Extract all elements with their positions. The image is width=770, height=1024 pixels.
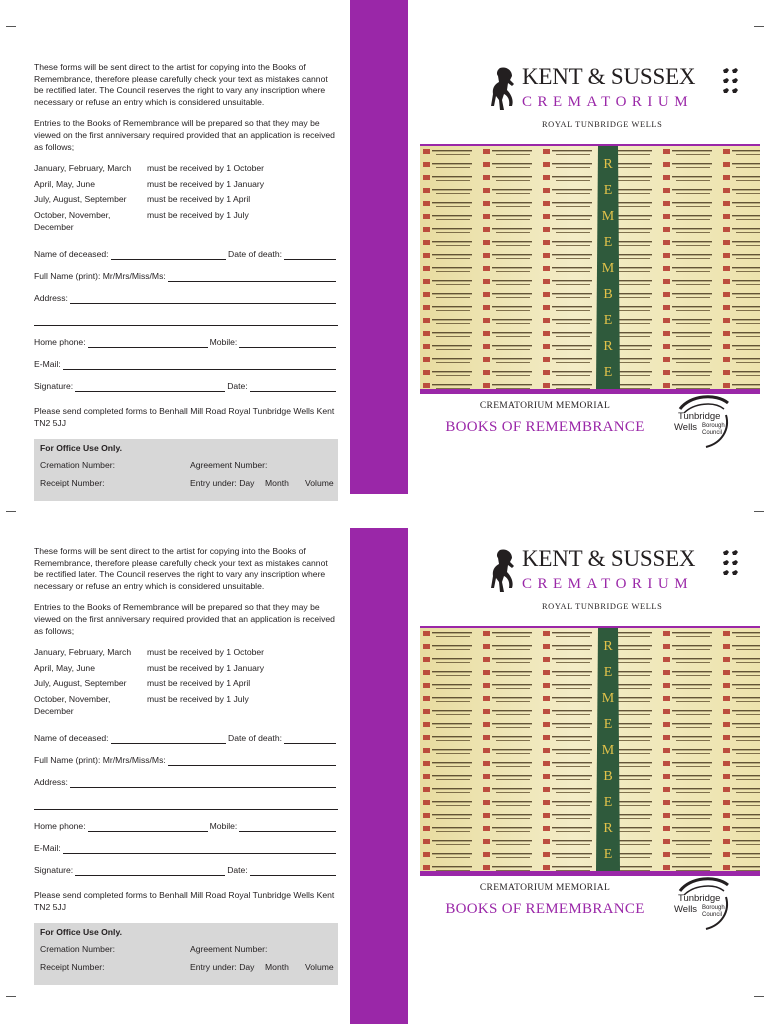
council-name-line2: Wells bbox=[674, 904, 698, 915]
crop-mark bbox=[6, 511, 16, 512]
signature-row bbox=[34, 381, 338, 392]
full-name-row bbox=[34, 755, 338, 766]
sussex-martlets-icon bbox=[722, 66, 740, 100]
name-row bbox=[34, 733, 338, 744]
address-field[interactable] bbox=[70, 296, 336, 304]
brochure-cover bbox=[420, 540, 760, 960]
schedule-deadline: must be received by 1 July bbox=[147, 209, 249, 220]
svg-text:B: B bbox=[603, 287, 613, 302]
svg-text:R: R bbox=[603, 639, 613, 654]
svg-text:E: E bbox=[603, 313, 613, 328]
name-field[interactable] bbox=[111, 736, 226, 744]
date-of-death-field[interactable] bbox=[284, 252, 336, 260]
name-label: Name of deceased: bbox=[34, 732, 109, 743]
schedule-months: January, February, March bbox=[34, 647, 132, 658]
date-of-death-label: Date of death: bbox=[228, 732, 282, 743]
intro-text: These forms will be sent direct to the artist for copying into the Books of Remembrance, therefore please carefully check your text as mistakes cannot be rectified later. The Council reserves the right to vary any inscription where necessary or refuse an entry which is considered unsuitable. bbox=[34, 62, 328, 107]
crop-mark bbox=[754, 996, 764, 997]
memorial-title-block bbox=[420, 389, 760, 453]
volume-label: Volume bbox=[305, 477, 334, 488]
email-label: E-Mail: bbox=[34, 842, 61, 853]
full-name-label: Full Name (print): Mr/Mrs/Miss/Ms: bbox=[34, 270, 166, 281]
full-name-field[interactable] bbox=[168, 274, 336, 282]
crematorium-word: CREMATORIUM bbox=[522, 94, 694, 110]
schedule-deadline: must be received by 1 October bbox=[147, 163, 265, 174]
schedule-deadline: must be received by 1 April bbox=[147, 194, 251, 205]
white-horse-icon bbox=[490, 548, 518, 594]
svg-text:E: E bbox=[603, 665, 613, 680]
book-of-remembrance-photo bbox=[420, 146, 760, 389]
svg-text:E: E bbox=[603, 235, 613, 250]
council-name-line1: Tunbridge bbox=[678, 893, 721, 904]
mobile-field[interactable] bbox=[239, 824, 336, 832]
date-field[interactable] bbox=[250, 868, 336, 876]
purple-band bbox=[350, 0, 408, 494]
signature-label: Signature: bbox=[34, 864, 74, 875]
crematorium-logo bbox=[490, 546, 738, 618]
home-phone-field[interactable] bbox=[88, 824, 208, 832]
address-field-line2[interactable] bbox=[34, 315, 338, 326]
svg-text:E: E bbox=[603, 717, 613, 732]
date-of-death-field[interactable] bbox=[284, 736, 336, 744]
volume-label: Volume bbox=[305, 961, 334, 972]
address-field-line2[interactable] bbox=[34, 799, 338, 810]
sussex-martlets-icon bbox=[722, 548, 740, 582]
schedule-deadline: must be received by 1 January bbox=[147, 662, 265, 673]
svg-text:B: B bbox=[603, 769, 613, 784]
schedule-deadline: must be received by 1 January bbox=[147, 178, 265, 189]
svg-text:R: R bbox=[603, 821, 613, 836]
receipt-number-label: Receipt Number: bbox=[40, 477, 105, 488]
schedule-months: April, May, June bbox=[34, 662, 95, 673]
svg-text:M: M bbox=[601, 691, 615, 706]
schedule-months: April, May, June bbox=[34, 178, 95, 189]
month-label: Month bbox=[265, 477, 289, 488]
schedule-months: July, August, September bbox=[34, 678, 127, 689]
full-name-field[interactable] bbox=[168, 758, 336, 766]
cremation-number-label: Cremation Number: bbox=[40, 459, 115, 470]
memorial-title: BOOKS OF REMEMBRANCE bbox=[445, 419, 645, 435]
email-field[interactable] bbox=[63, 362, 336, 370]
entries-note: Entries to the Books of Remembrance will be prepared so that they may be viewed on the first anniversary required provided that an application is received as follows; bbox=[34, 602, 335, 636]
date-field[interactable] bbox=[250, 384, 336, 392]
brand-name: KENT & SUSSEX bbox=[522, 64, 696, 89]
crop-mark bbox=[6, 26, 16, 27]
entries-note: Entries to the Books of Remembrance will be prepared so that they may be viewed on the first anniversary required provided that an application is received as follows; bbox=[34, 118, 335, 152]
svg-text:M: M bbox=[601, 209, 615, 224]
receipt-number-label: Receipt Number: bbox=[40, 961, 105, 972]
full-name-row bbox=[34, 271, 338, 282]
location-text: ROYAL TUNBRIDGE WELLS bbox=[542, 602, 663, 611]
address-row bbox=[34, 293, 338, 304]
send-address-note: Please send completed forms to Benhall Mill Road Royal Tunbridge Wells Kent TN2 5JJ bbox=[34, 406, 335, 428]
email-row bbox=[34, 843, 338, 854]
agreement-number-label: Agreement Number: bbox=[190, 459, 268, 470]
office-use-box bbox=[34, 439, 338, 501]
schedule-months: October, November, December bbox=[34, 693, 111, 716]
memorial-label: CREMATORIUM MEMORIAL bbox=[479, 883, 611, 893]
send-address-note: Please send completed forms to Benhall Mill Road Royal Tunbridge Wells Kent TN2 5JJ bbox=[34, 890, 335, 912]
schedule-months: July, August, September bbox=[34, 194, 127, 205]
email-field[interactable] bbox=[63, 846, 336, 854]
svg-text:M: M bbox=[601, 261, 615, 276]
deadline-schedule bbox=[34, 647, 338, 717]
address-row bbox=[34, 777, 338, 788]
crop-mark bbox=[754, 511, 764, 512]
month-label: Month bbox=[265, 961, 289, 972]
crematorium-logo bbox=[490, 64, 738, 136]
office-use-box bbox=[34, 923, 338, 985]
office-heading: For Office Use Only. bbox=[40, 443, 122, 454]
signature-field[interactable] bbox=[75, 868, 225, 876]
date-of-death-label: Date of death: bbox=[228, 248, 282, 259]
agreement-number-label: Agreement Number: bbox=[190, 943, 268, 954]
address-label: Address: bbox=[34, 776, 68, 787]
mobile-label: Mobile: bbox=[209, 336, 238, 347]
council-name-line4: Council bbox=[702, 430, 723, 436]
full-name-label: Full Name (print): Mr/Mrs/Miss/Ms: bbox=[34, 754, 166, 765]
schedule-months: October, November, December bbox=[34, 209, 111, 232]
office-heading: For Office Use Only. bbox=[40, 927, 122, 938]
white-horse-icon bbox=[490, 66, 518, 112]
entry-under-label: Entry under: Day bbox=[190, 961, 255, 972]
application-form bbox=[34, 546, 338, 985]
home-phone-field[interactable] bbox=[88, 340, 208, 348]
svg-text:R: R bbox=[603, 339, 613, 354]
deadline-schedule bbox=[34, 163, 338, 233]
signature-label: Signature: bbox=[34, 380, 74, 391]
date-label: Date: bbox=[227, 380, 248, 391]
mobile-field[interactable] bbox=[239, 340, 336, 348]
crop-mark bbox=[754, 26, 764, 27]
svg-text:E: E bbox=[603, 365, 613, 380]
signature-field[interactable] bbox=[75, 384, 225, 392]
name-field[interactable] bbox=[111, 252, 226, 260]
council-logo bbox=[670, 871, 740, 935]
location-text: ROYAL TUNBRIDGE WELLS bbox=[542, 120, 663, 129]
memorial-title: BOOKS OF REMEMBRANCE bbox=[445, 901, 645, 917]
svg-text:E: E bbox=[603, 795, 613, 810]
schedule-deadline: must be received by 1 April bbox=[147, 678, 251, 689]
council-logo bbox=[670, 389, 740, 453]
cremation-number-label: Cremation Number: bbox=[40, 943, 115, 954]
date-label: Date: bbox=[227, 864, 248, 875]
crop-mark bbox=[6, 996, 16, 997]
entry-under-label: Entry under: Day bbox=[190, 477, 255, 488]
intro-text: These forms will be sent direct to the artist for copying into the Books of Remembrance, therefore please carefully check your text as mistakes cannot be rectified later. The Council reserves the right to vary any inscription where necessary or refuse an entry which is considered unsuitable. bbox=[34, 546, 328, 591]
schedule-deadline: must be received by 1 October bbox=[147, 647, 265, 658]
memorial-label: CREMATORIUM MEMORIAL bbox=[479, 401, 611, 411]
council-name-line2: Wells bbox=[674, 422, 698, 433]
purple-band bbox=[350, 528, 408, 1024]
svg-text:E: E bbox=[603, 183, 613, 198]
home-phone-label: Home phone: bbox=[34, 820, 86, 831]
mobile-label: Mobile: bbox=[209, 820, 238, 831]
council-name-line3: Borough bbox=[702, 905, 725, 911]
name-row bbox=[34, 249, 338, 260]
brochure-cover bbox=[420, 58, 760, 478]
crematorium-word: CREMATORIUM bbox=[522, 576, 694, 592]
council-name-line4: Council bbox=[702, 912, 723, 918]
address-label: Address: bbox=[34, 292, 68, 303]
application-form bbox=[34, 62, 338, 501]
memorial-title-block bbox=[420, 871, 760, 935]
address-field[interactable] bbox=[70, 780, 336, 788]
svg-text:E: E bbox=[603, 847, 613, 862]
email-row bbox=[34, 359, 338, 370]
brand-name: KENT & SUSSEX bbox=[522, 546, 696, 571]
book-of-remembrance-photo bbox=[420, 628, 760, 871]
phone-row bbox=[34, 337, 338, 348]
svg-text:R: R bbox=[603, 157, 613, 172]
council-name-line3: Borough bbox=[702, 423, 725, 429]
email-label: E-Mail: bbox=[34, 358, 61, 369]
name-label: Name of deceased: bbox=[34, 248, 109, 259]
phone-row bbox=[34, 821, 338, 832]
schedule-months: January, February, March bbox=[34, 163, 132, 174]
schedule-deadline: must be received by 1 July bbox=[147, 693, 249, 704]
signature-row bbox=[34, 865, 338, 876]
svg-text:M: M bbox=[601, 743, 615, 758]
council-name-line1: Tunbridge bbox=[678, 411, 721, 422]
home-phone-label: Home phone: bbox=[34, 336, 86, 347]
